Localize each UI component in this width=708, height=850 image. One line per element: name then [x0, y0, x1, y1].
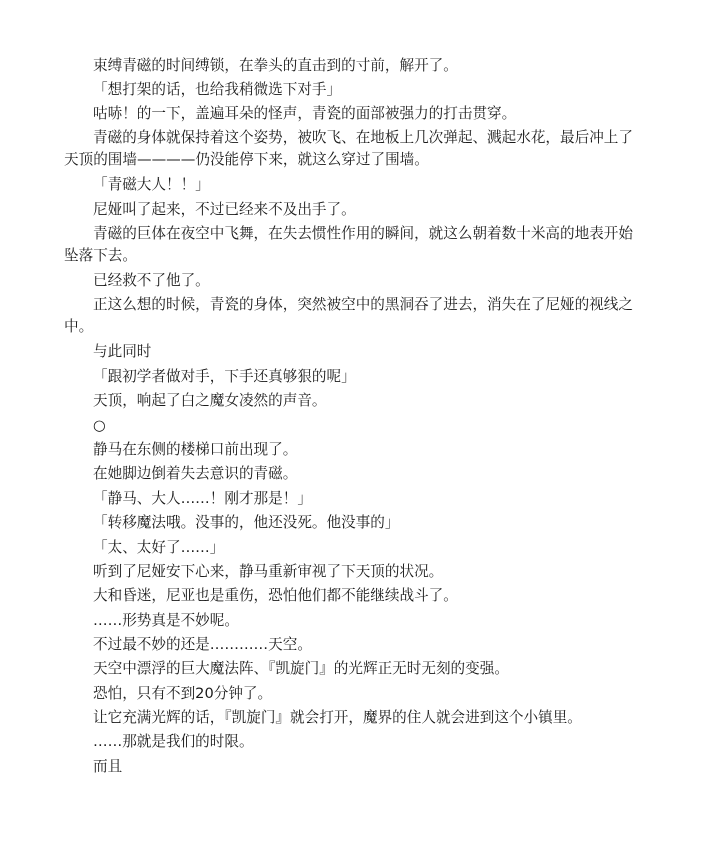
paragraph: 「跟初学者做对手，下手还真够狠的呢」 [93, 368, 356, 385]
section-divider: ○ [93, 417, 106, 434]
paragraph: 青磁的巨体在夜空中飞舞，在失去惯性作用的瞬间，就这么朝着数十米高的地表开始坠落下去。 [64, 225, 633, 264]
paragraph: 束缚青磁的时间缚锁，在拳头的直击到的寸前，解开了。 [93, 57, 458, 74]
paragraph: 天空中漂浮的巨大魔法阵、『凯旋门』的光辉正无时无刻的变强。 [93, 660, 509, 677]
paragraph: 不过最不妙的还是…………天空。 [93, 636, 312, 653]
paragraph: 已经救不了他了。 [93, 272, 210, 289]
paragraph: 正这么想的时候，青瓷的身体，突然被空中的黑洞吞了进去，消失在了尼娅的视线之中。 [64, 296, 633, 335]
paragraph: 静马在东侧的楼梯口前出现了。 [93, 441, 298, 458]
paragraph: 「静马、大人……！刚才那是！」 [93, 490, 312, 507]
paragraph: 「太、太好了……」 [93, 539, 225, 556]
paragraph: 「想打架的话，也给我稍微选下对手」 [93, 81, 342, 98]
paragraph: 大和昏迷，尼亚也是重伤，恐怕他们都不能继续战斗了。 [93, 587, 458, 604]
paragraph: 天顶，响起了白之魔女凌然的声音。 [93, 392, 327, 409]
document-body [64, 55, 644, 778]
paragraph: ……那就是我们的时限。 [93, 733, 254, 750]
paragraph: 咕哧！的一下，盖遍耳朵的怪声，青瓷的面部被强力的打击贯穿。 [93, 105, 517, 122]
paragraph: 恐怕，只有不到20分钟了。 [93, 685, 273, 702]
paragraph: 「青磁大人！！」 [93, 176, 210, 193]
paragraph: 尼娅叫了起来，不过已经来不及出手了。 [93, 201, 356, 218]
paragraph: 「转移魔法哦。没事的，他还没死。他没事的」 [93, 514, 400, 531]
paragraph: 青磁的身体就保持着这个姿势，被吹飞、在地板上几次弹起、溅起水花，最后冲上了天顶的围墙————仍没能停下来，就这么穿过了围墙。 [64, 129, 633, 168]
paragraph: 在她脚边倒着失去意识的青磁。 [93, 465, 298, 482]
paragraph: ……形势真是不妙呢。 [93, 612, 239, 629]
paragraph: 听到了尼娅安下心来，静马重新审视了下天顶的状况。 [93, 563, 444, 580]
paragraph: 让它充满光辉的话，『凯旋门』就会打开，魔界的住人就会进到这个小镇里。 [93, 709, 582, 726]
paragraph: 而且 [93, 758, 123, 775]
paragraph: 与此同时 [93, 343, 152, 360]
